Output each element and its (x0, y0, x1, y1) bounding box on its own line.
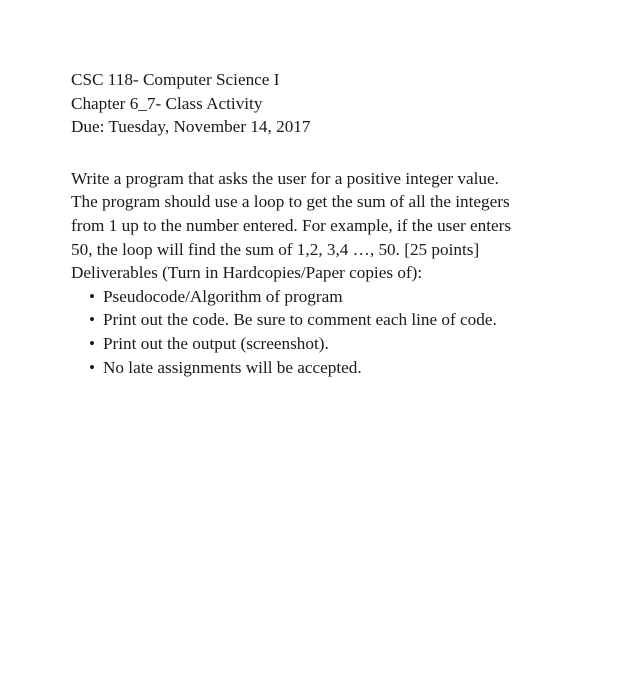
deliverables-heading: Deliverables (Turn in Hardcopies/Paper copies of): (71, 263, 423, 283)
bullet-icon: • (89, 310, 96, 330)
deliverable-text: No late assignments will be accepted. (103, 357, 362, 377)
bullet-icon: • (89, 357, 96, 377)
section-spacer (71, 139, 571, 167)
bullet-icon: • (89, 286, 96, 306)
list-item (71, 308, 571, 332)
due-date: Due: Tuesday, November 14, 2017 (71, 117, 311, 137)
instruction-line: Write a program that asks the user for a positive integer value. (71, 168, 499, 188)
deliverable-text: Print out the code. Be sure to comment each line of code. (103, 310, 497, 330)
chapter-title: Chapter 6_7- Class Activity (71, 93, 263, 113)
deliverable-text: Pseudocode/Algorithm of program (103, 286, 343, 306)
course-title: CSC 118- Computer Science I (71, 70, 280, 89)
deliverables-list (71, 285, 571, 379)
assignment-content (71, 68, 571, 379)
list-item (71, 332, 571, 356)
instruction-line: from 1 up to the number entered. For example, if the user enters (71, 215, 512, 235)
list-item (71, 356, 571, 380)
deliverable-text: Print out the output (screenshot). (103, 333, 329, 353)
list-item (71, 285, 571, 309)
bullet-icon: • (89, 333, 96, 353)
instruction-line: The program should use a loop to get the sum of all the integers (71, 192, 510, 212)
instruction-line: 50, the loop will find the sum of 1,2, 3,4 …, 50. [25 points] (71, 239, 480, 259)
